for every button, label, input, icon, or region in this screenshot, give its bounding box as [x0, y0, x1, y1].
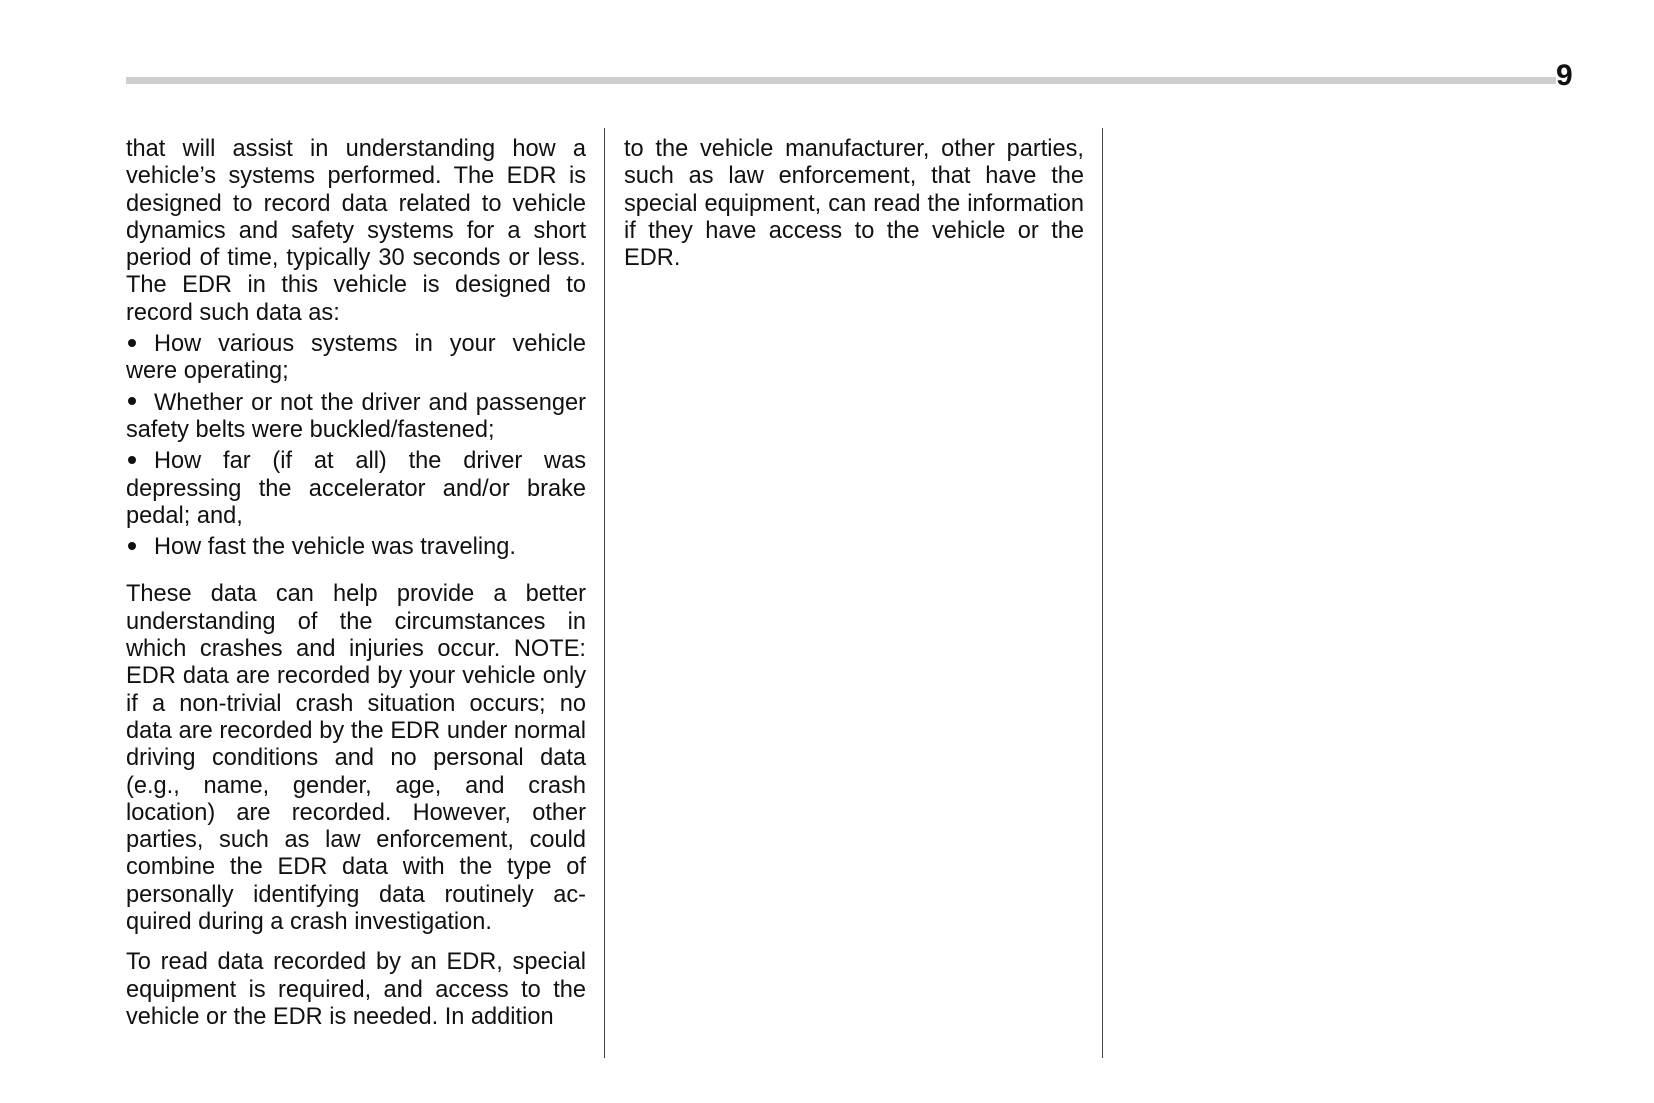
list-item	[126, 448, 586, 530]
list-item-text: Whether or not the driver and passenger safety belts were buckled/fastened;	[126, 389, 586, 443]
page-number: 9	[1556, 59, 1573, 92]
bullet-icon	[128, 456, 136, 464]
header-rule	[126, 77, 1556, 84]
intro-paragraph: that will assist in understanding how a vehicle’s systems performed. The EDR is designed to record data related to vehicle dynamics and safety systems for a short period of time, typically 30 seconds or less. The EDR in this vehicle is designed to record such data as:	[126, 136, 586, 326]
text-column-left	[126, 136, 586, 1031]
body-paragraph: These data can help provide a better understanding of the circumstances in which crashes and injuries occur. NOTE: EDR data are recorded by your vehicle only if a non-trivial crash situation occurs; no data are recorded by the EDR under normal driving conditions and no personal data (e.g., name, gender, age, and crash location) are recorded. However, other parties, such as law enforcement, could combine the EDR data with the type of personally identifying data routinely acquired during a crash investigation.	[126, 581, 586, 936]
body-paragraph: to the vehicle manufacturer, other parties, such as law enforcement, that have the special equipment, can read the information if they have access to the vehicle or the EDR.	[624, 136, 1084, 272]
column-divider-left	[604, 128, 605, 1058]
list-item	[126, 331, 586, 386]
bullet-icon	[128, 339, 136, 347]
list-item-text: How far (if at all) the driver was depressing the accelerator and/or brake pedal; and,	[126, 448, 586, 529]
list-item	[126, 534, 586, 561]
recorded-data-list	[126, 331, 586, 561]
list-item-text: How fast the vehicle was traveling.	[154, 534, 516, 561]
body-paragraph: To read data recorded by an EDR, special equipment is required, and access to the vehicle or the EDR is needed. In addition	[126, 949, 586, 1030]
bullet-icon	[128, 542, 136, 550]
bullet-icon	[128, 397, 136, 405]
text-column-right	[624, 136, 1084, 272]
list-item	[126, 390, 586, 445]
column-divider-right	[1102, 128, 1103, 1058]
list-item-text: How various systems in your vehicle were operating;	[126, 331, 586, 385]
